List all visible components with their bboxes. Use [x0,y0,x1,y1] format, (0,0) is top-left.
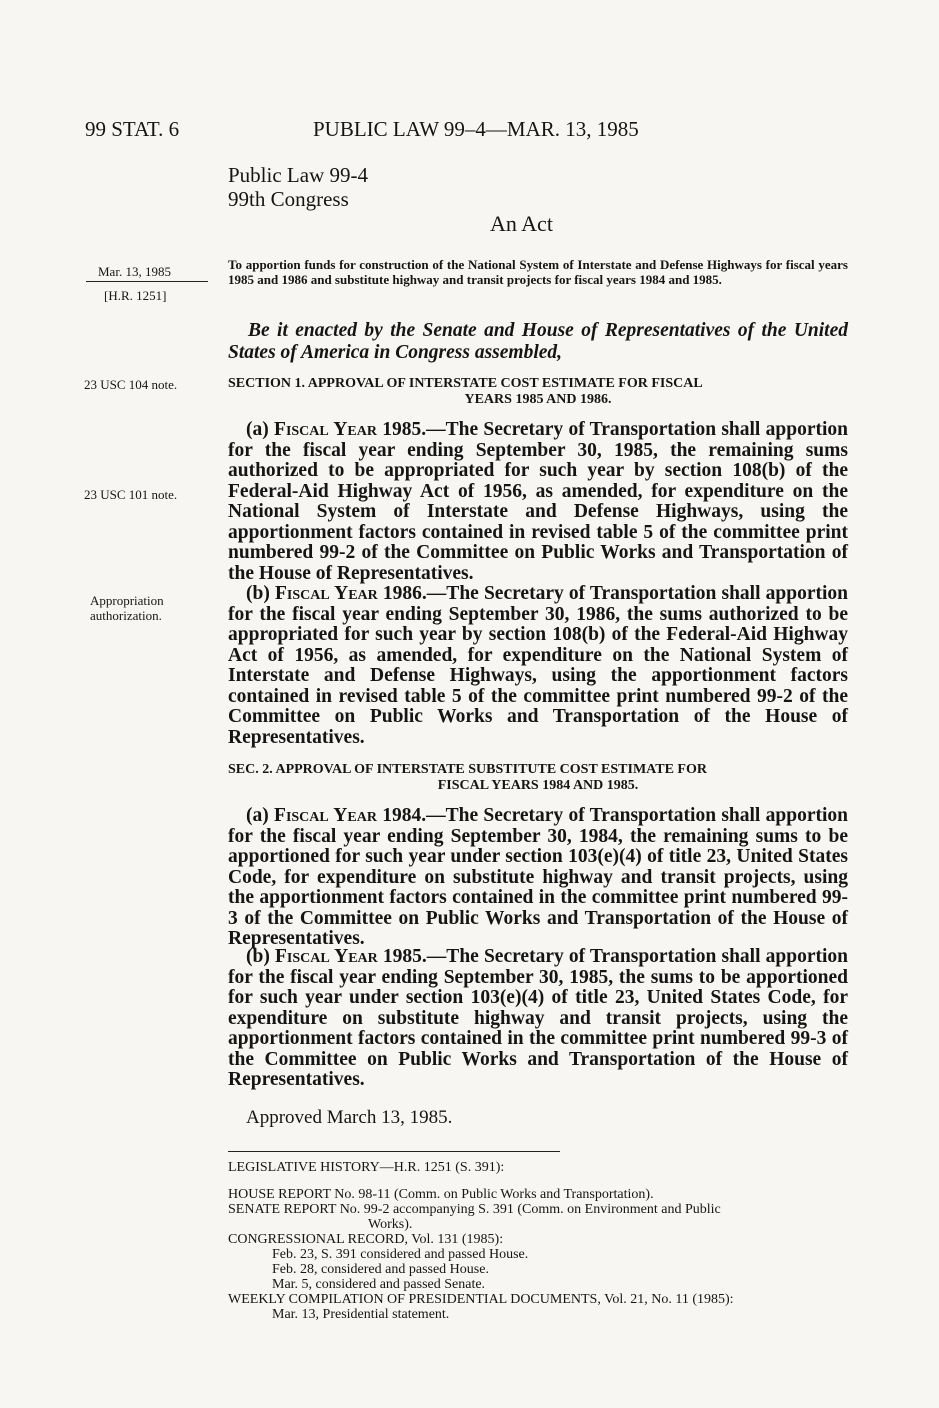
section-2-heading-line1: SEC. 2. APPROVAL OF INTERSTATE SUBSTITUTE COST ESTIMATE FOR [228,762,707,777]
approval-date: Approved March 13, 1985. [246,1107,453,1128]
margin-note-104: 23 USC 104 note. [84,377,178,392]
legislative-history-body [228,1187,853,1322]
margin-divider [86,281,208,282]
subsection-text: 1984.—The Secretary of Transportation shall apportion for the fiscal year ending September 30, 1984, the remaining sums to be apportioned for such year under section 103(e)(4) of title 23, United States Code, for expenditure on substitute highway and transit projects, using the apportionment factors contained in the committee print numbered 99-3 of the Committee on Public Works and Transportation of the House of Representatives. [228,805,848,949]
section-2-heading [228,762,848,794]
subsection-caption: Fiscal Year [274,805,377,826]
margin-authorization: authorization. [90,608,162,623]
subsection-text: 1985.—The Secretary of Transportation shall apportion for the fiscal year ending September 30, 1985, the sums to be apportioned for such year under section 103(e)(4) of title 23, United States Code, for expenditure on substitute highway and transit projects, using the apportionment factors contained in the committee print numbered 99-3 of the Committee on Public Works and Transportation of the House of Representatives. [228,946,848,1090]
page-reference: 99 STAT. 6 [85,117,180,141]
section-1-subsection-a [228,420,848,584]
senate-report-continued: Works). [368,1217,413,1232]
subsection-caption: Fiscal Year [274,419,377,440]
record-entry: Feb. 28, considered and passed House. [272,1262,489,1277]
section-2-subsection-a [228,806,848,950]
subsection-text: 1985.—The Secretary of Transportation shall apportion for the fiscal year ending September 30, 1985, the remaining sums authorized to be appropriated for such year by section 108(b) of the Federal-Aid Highway Act of 1956, as amended, for expenditure on the National System of Interstate and Defense Highways, using the apportionment factors contained in revised table 5 of the committee print numbered 99-2 of the Committee on Public Works and Transportation of the House of Representatives. [228,419,848,584]
subsection-label: (a) [246,419,275,440]
subsection-label: (b) [246,946,275,967]
public-law-title [228,163,368,211]
margin-bill-number: [H.R. 1251] [104,288,167,303]
record-entry: Feb. 23, S. 391 considered and passed House. [272,1247,529,1262]
section-1-heading-line2: YEARS 1985 AND 1986. [464,392,612,407]
margin-appropriation: Appropriation [90,593,164,608]
enacting-clause: Be it enacted by the Senate and House of Representatives of the United States of America in Congress assembled, [228,320,848,363]
act-heading: An Act [490,211,553,236]
house-report: HOUSE REPORT No. 98-11 (Comm. on Public Works and Transportation). [228,1187,654,1202]
margin-note-101: 23 USC 101 note. [84,487,178,502]
running-title: PUBLIC LAW 99–4—MAR. 13, 1985 [313,117,639,141]
margin-date: Mar. 13, 1985 [98,264,171,279]
act-purpose: To apportion funds for construction of the National System of Interstate and Defense Highways for fiscal years 1985 and 1986 and substitute highway and transit projects for fiscal years 1984 and 1985. [228,257,848,287]
legislative-history-heading: LEGISLATIVE HISTORY—H.R. 1251 (S. 391): [228,1160,505,1175]
section-1-subsection-b [228,584,848,748]
weekly-compilation: WEEKLY COMPILATION OF PRESIDENTIAL DOCUMENTS, Vol. 21, No. 11 (1985): [228,1292,734,1307]
section-1-heading [228,376,848,408]
section-2-subsection-b [228,947,848,1091]
public-law-number: Public Law 99-4 [228,163,368,187]
weekly-entry: Mar. 13, Presidential statement. [272,1307,450,1322]
record-entry: Mar. 5, considered and passed Senate. [272,1277,486,1292]
legislative-history-rule [228,1151,560,1152]
subsection-label: (a) [246,805,275,826]
senate-report: SENATE REPORT No. 99-2 accompanying S. 391 (Comm. on Environment and Public [228,1202,721,1217]
section-2-heading-line2: FISCAL YEARS 1984 AND 1985. [437,778,639,793]
subsection-caption: Fiscal Year [275,946,378,967]
subsection-caption: Fiscal Year [275,583,378,604]
subsection-label: (b) [246,583,275,604]
congress-number: 99th Congress [228,187,349,211]
section-1-heading-line1: SECTION 1. APPROVAL OF INTERSTATE COST ESTIMATE FOR FISCAL [228,376,703,391]
congressional-record: CONGRESSIONAL RECORD, Vol. 131 (1985): [228,1232,504,1247]
subsection-text: 1986.—The Secretary of Transportation shall apportion for the fiscal year ending September 30, 1986, the sums authorized to be appropriated for such year by section 108(b) of the Federal-Aid Highway Act of 1956, as amended, for expenditure on the National System of Interstate and Defense Highways, using the apportionment factors contained in revised table 5 of the committee print numbered 99-2 of the Committee on Public Works and Transportation of the House of Representatives. [228,583,848,748]
